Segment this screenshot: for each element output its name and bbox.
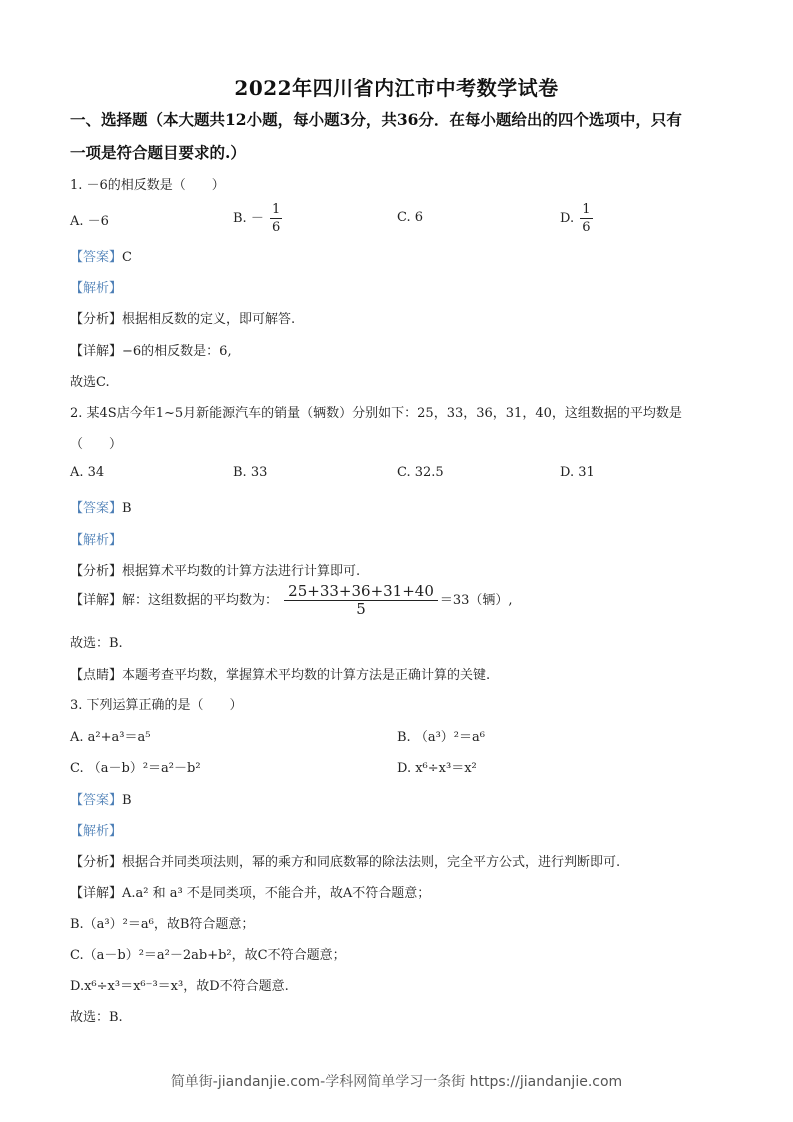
- q1-option-d: [560, 201, 595, 236]
- q1-option-b: [233, 201, 284, 236]
- q2-option-d: D. 31: [560, 465, 595, 480]
- footer-watermark: 简单街-jiandanjie.com-学科网简单学习一条街 https://jiandanjie.com: [170, 1074, 623, 1090]
- xiangjie-text: A.a² 和 a³ 不是同类项，不能合并，故A不符合题意；: [122, 886, 431, 901]
- q3-analysis-label: 【解析】: [70, 824, 123, 839]
- q2-answer: [70, 497, 132, 516]
- q1-fenxi: [70, 308, 295, 327]
- answer-label: 【答案】: [70, 793, 123, 808]
- q2-xiangjie: [70, 583, 513, 618]
- q1-option-d-prefix: D.: [560, 211, 575, 226]
- fenxi-text: 根据相反数的定义，即可解答.: [122, 312, 296, 327]
- xiangjie-label: 【详解】: [70, 886, 123, 901]
- q1-conclusion: 故选C.: [70, 375, 110, 390]
- q2-dianjing: [70, 664, 490, 683]
- xiangjie-prefix: 解：这组数据的平均数为：: [122, 593, 279, 608]
- q2-stem-line2: （ ）: [70, 437, 123, 452]
- answer-label: 【答案】: [70, 250, 123, 265]
- answer-value: C: [122, 250, 132, 265]
- q1-option-d-fraction: [580, 201, 592, 236]
- fenxi-text: 根据算术平均数的计算方法进行计算即可.: [122, 564, 361, 579]
- xiangjie-text: −6的相反数是：6,: [122, 344, 232, 359]
- answer-value: B: [122, 793, 132, 808]
- fenxi-label: 【分析】: [70, 312, 123, 327]
- q3-option-c: C. （a－b）²＝a²－b²: [70, 761, 201, 776]
- fraction-denominator: 5: [356, 600, 366, 618]
- q2-conclusion: 故选：B.: [70, 636, 123, 651]
- q1-stem: 1. －6的相反数是（ ）: [70, 178, 225, 193]
- page-title: 2022年四川省内江市中考数学试卷: [234, 76, 559, 100]
- q3-option-d: D. x⁶÷x³＝x²: [397, 761, 477, 776]
- fraction-numerator: 1: [582, 202, 591, 217]
- dianjing-label: 【点睛】: [70, 668, 123, 683]
- q3-fenxi: [70, 851, 620, 870]
- q2-stem-line1: 2. 某4S店今年1~5月新能源汽车的销量（辆数）分别如下：25，33，36，31，40，这组数据的平均数是: [70, 406, 682, 421]
- fraction-denominator: 6: [582, 220, 591, 235]
- q3-conclusion: 故选：B.: [70, 1010, 123, 1025]
- section-heading-line1: 一、选择题（本大题共12小题，每小题3分，共36分．在每小题给出的四个选项中，只有: [70, 110, 682, 129]
- fraction-numerator: 1: [271, 202, 281, 217]
- xiangjie-label: 【详解】: [70, 344, 123, 359]
- dianjing-text: 本题考查平均数，掌握算术平均数的计算方法是正确计算的关键.: [122, 668, 491, 683]
- fenxi-label: 【分析】: [70, 564, 123, 579]
- q2-fenxi: [70, 560, 360, 579]
- q3-stem: 3. 下列运算正确的是（ ）: [70, 698, 243, 713]
- fraction-numerator: 25+33+36+31+40: [284, 583, 438, 601]
- fraction-denominator: 6: [271, 220, 281, 235]
- answer-value: B: [122, 501, 132, 516]
- q1-option-b-fraction: [270, 201, 282, 236]
- fenxi-text: 根据合并同类项法则，幂的乘方和同底数幂的除法法则，完全平方公式，进行判断即可.: [122, 855, 621, 870]
- q3-answer: [70, 789, 132, 808]
- q1-option-c: C. 6: [397, 210, 424, 225]
- q1-option-a: A. －6: [70, 214, 109, 229]
- q1-xiangjie: [70, 340, 232, 359]
- q3-option-a: A. a²+a³＝a⁵: [70, 730, 151, 745]
- q2-option-c: C. 32.5: [397, 465, 444, 480]
- mean-fraction: [284, 583, 438, 618]
- q2-analysis-label: 【解析】: [70, 533, 123, 548]
- q3-line-d: D.x⁶÷x³＝x⁶⁻³＝x³，故D不符合题意.: [70, 979, 289, 994]
- q2-option-a: A. 34: [70, 465, 105, 480]
- q2-option-b: B. 33: [233, 465, 268, 480]
- q1-answer: [70, 246, 132, 265]
- section-heading-line2: 一项是符合题目要求的.）: [70, 143, 246, 162]
- q1-option-b-prefix: B. －: [233, 211, 264, 226]
- fenxi-label: 【分析】: [70, 855, 123, 870]
- q3-option-b: B. （a³）²＝a⁶: [397, 730, 485, 745]
- q1-analysis-label: 【解析】: [70, 281, 123, 296]
- xiangjie-label: 【详解】: [70, 593, 123, 608]
- answer-label: 【答案】: [70, 501, 123, 516]
- q3-line-b: B.（a³）²＝a⁶，故B符合题意；: [70, 917, 255, 932]
- q3-line-c: C.（a－b）²＝a²－2ab+b²，故C不符合题意；: [70, 948, 346, 963]
- q3-xiangjie: [70, 882, 430, 901]
- xiangjie-suffix: ＝33（辆）,: [439, 593, 513, 608]
